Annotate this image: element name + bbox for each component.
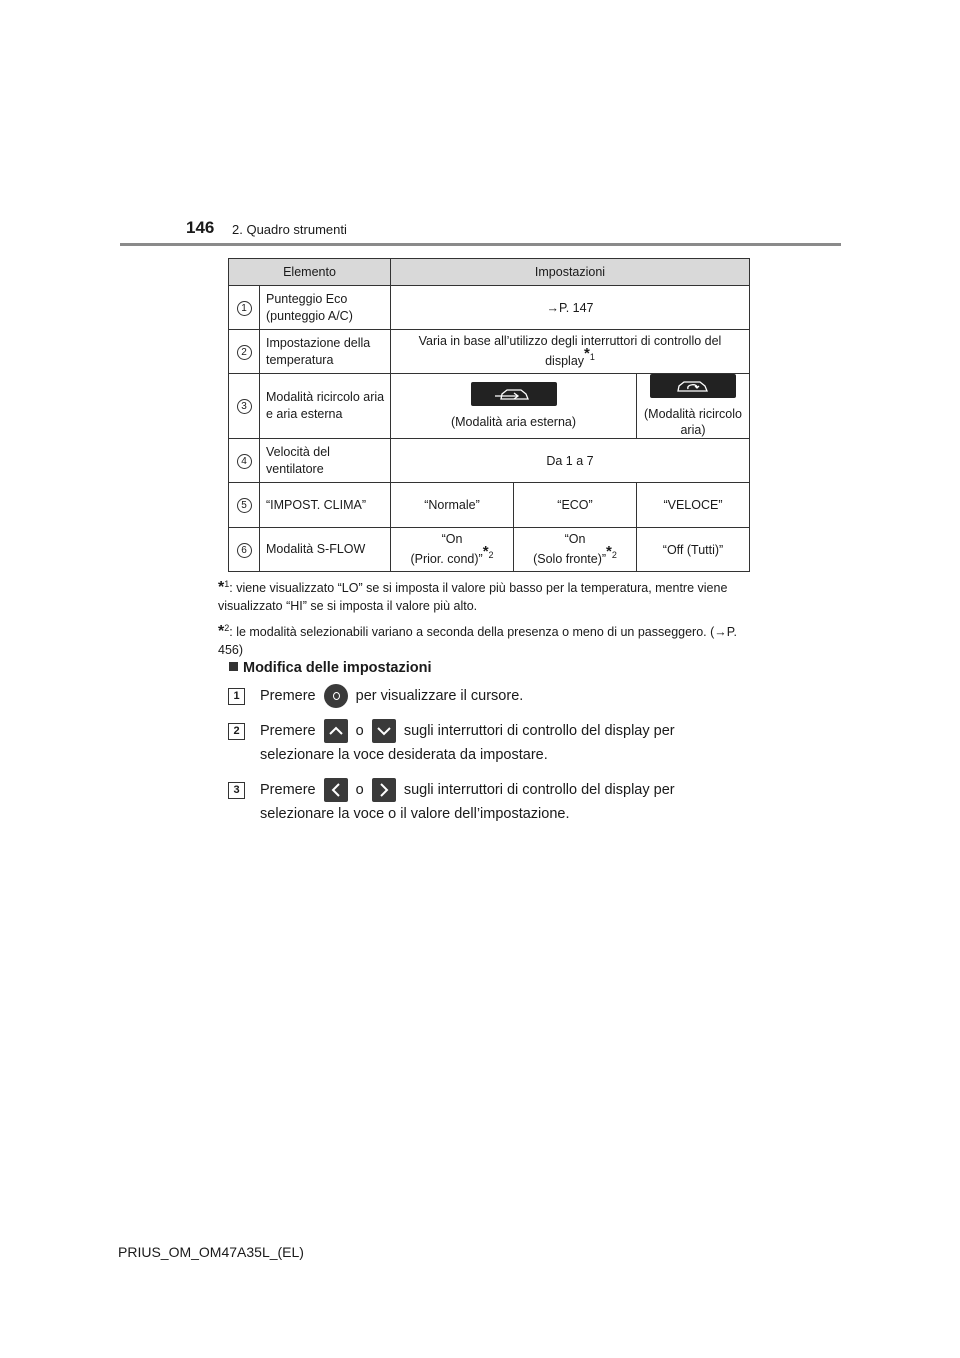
row-label: “IMPOST. CLIMA” xyxy=(260,483,391,528)
row-value: “Normale” xyxy=(391,483,514,528)
footnote-ref: 2 xyxy=(488,550,494,561)
footnote-number: 2 xyxy=(224,623,230,633)
step-text xyxy=(260,719,748,767)
row-value xyxy=(391,528,514,572)
footnote-star: * xyxy=(584,345,590,363)
step-text-part: sugli interruttori di controllo del display per selezionare la voce desiderata da impostare. xyxy=(260,723,675,764)
footer-doc-code: PRIUS_OM_OM47A35L_(EL) xyxy=(118,1244,304,1260)
row-number: 3 xyxy=(237,399,252,414)
outside-air-cell xyxy=(391,374,637,439)
footnote-number: 1 xyxy=(224,579,230,589)
row-label: Impostazione della temperatura xyxy=(260,330,391,374)
square-bullet-icon xyxy=(229,662,238,671)
chevron-up-icon xyxy=(324,719,348,743)
step-text-part: per visualizzare il cursore. xyxy=(355,688,524,704)
row-value: “Off (Tutti)” xyxy=(637,528,750,572)
step-1 xyxy=(228,684,748,708)
recirculation-icon xyxy=(650,374,736,398)
col-item-header: Elemento xyxy=(229,259,391,286)
chevron-left-icon xyxy=(324,778,348,802)
table-header-row xyxy=(229,259,750,286)
row-value xyxy=(514,528,637,572)
step-text-part: o xyxy=(355,723,364,739)
row-value: Da 1 a 7 xyxy=(391,439,750,483)
step-text-part: o xyxy=(355,782,364,798)
row-number: 2 xyxy=(237,345,252,360)
sflow-option-text: (Solo fronte)” xyxy=(533,552,607,567)
footnote-star: * xyxy=(218,579,225,597)
footnote-star: * xyxy=(218,623,225,641)
step-2 xyxy=(228,719,748,767)
row-label: Velocità del ventilatore xyxy=(260,439,391,483)
table-row xyxy=(229,286,750,330)
table-row xyxy=(229,528,750,572)
header-rule xyxy=(120,243,841,246)
table-row xyxy=(229,374,750,439)
sflow-option-text: “On xyxy=(564,532,586,547)
row-number: 1 xyxy=(237,301,252,316)
row-label: Modalità ricircolo aria e aria esterna xyxy=(260,374,391,439)
step-text xyxy=(260,778,748,826)
row-number: 4 xyxy=(237,454,252,469)
row-value: “ECO” xyxy=(514,483,637,528)
row-value xyxy=(391,330,750,374)
footnote-ref: 1 xyxy=(589,352,595,363)
footnote-text: : le modalità selezionabili variano a seconda della presenza o meno di un passeggero. (→P. 456) xyxy=(218,625,737,658)
row-number: 5 xyxy=(237,498,252,513)
chevron-right-icon xyxy=(372,778,396,802)
footnote-star: * xyxy=(606,543,612,561)
recirculation-label: (Modalità ricircolo aria) xyxy=(644,407,742,437)
footnote-1 xyxy=(218,575,746,615)
step-text-part: Premere xyxy=(260,688,316,704)
step-text-part: sugli interruttori di controllo del display per selezionare la voce o il valore dell’impostazione. xyxy=(260,782,675,823)
sflow-option-text: (Prior. cond)” xyxy=(410,552,483,567)
footnote-2 xyxy=(218,619,746,659)
row-label: Punteggio Eco (punteggio A/C) xyxy=(260,286,391,330)
page-number: 146 xyxy=(186,218,215,237)
section-title-text: Modifica delle impostazioni xyxy=(243,660,432,676)
row-label: Modalità S-FLOW xyxy=(260,528,391,572)
table-row xyxy=(229,483,750,528)
chapter-title: 2. Quadro strumenti xyxy=(232,222,347,237)
row-value: “VELOCE” xyxy=(637,483,750,528)
step-text-part: Premere xyxy=(260,723,316,739)
footnote-star: * xyxy=(482,543,489,561)
step-3 xyxy=(228,778,748,826)
sflow-option-text: “On xyxy=(441,532,463,547)
step-text-part: Premere xyxy=(260,782,316,798)
col-settings-header: Impostazioni xyxy=(391,259,750,286)
footnote-text: : viene visualizzato “LO” se si imposta il valore più basso per la temperatura, mentre viene visualizzato “HI” se si imposta il valore più alto. xyxy=(218,581,728,614)
chevron-down-icon xyxy=(372,719,396,743)
footnote-ref: 2 xyxy=(611,550,617,561)
table-row xyxy=(229,439,750,483)
settings-table xyxy=(228,258,750,572)
step-text xyxy=(260,684,748,708)
recirculation-cell xyxy=(637,374,750,439)
row-value: →P. 147 xyxy=(391,286,750,330)
temp-setting-text: Varia in base all’utilizzo degli interruttori di controllo del display xyxy=(418,334,722,369)
step-number: 3 xyxy=(228,782,245,799)
section-title xyxy=(229,660,432,676)
outside-air-icon xyxy=(471,382,557,406)
step-number: 2 xyxy=(228,723,245,740)
outside-air-label: (Modalità aria esterna) xyxy=(450,415,577,429)
ok-button-icon xyxy=(324,684,348,708)
step-number: 1 xyxy=(228,688,245,705)
row-number: 6 xyxy=(237,543,252,558)
table-row xyxy=(229,330,750,374)
